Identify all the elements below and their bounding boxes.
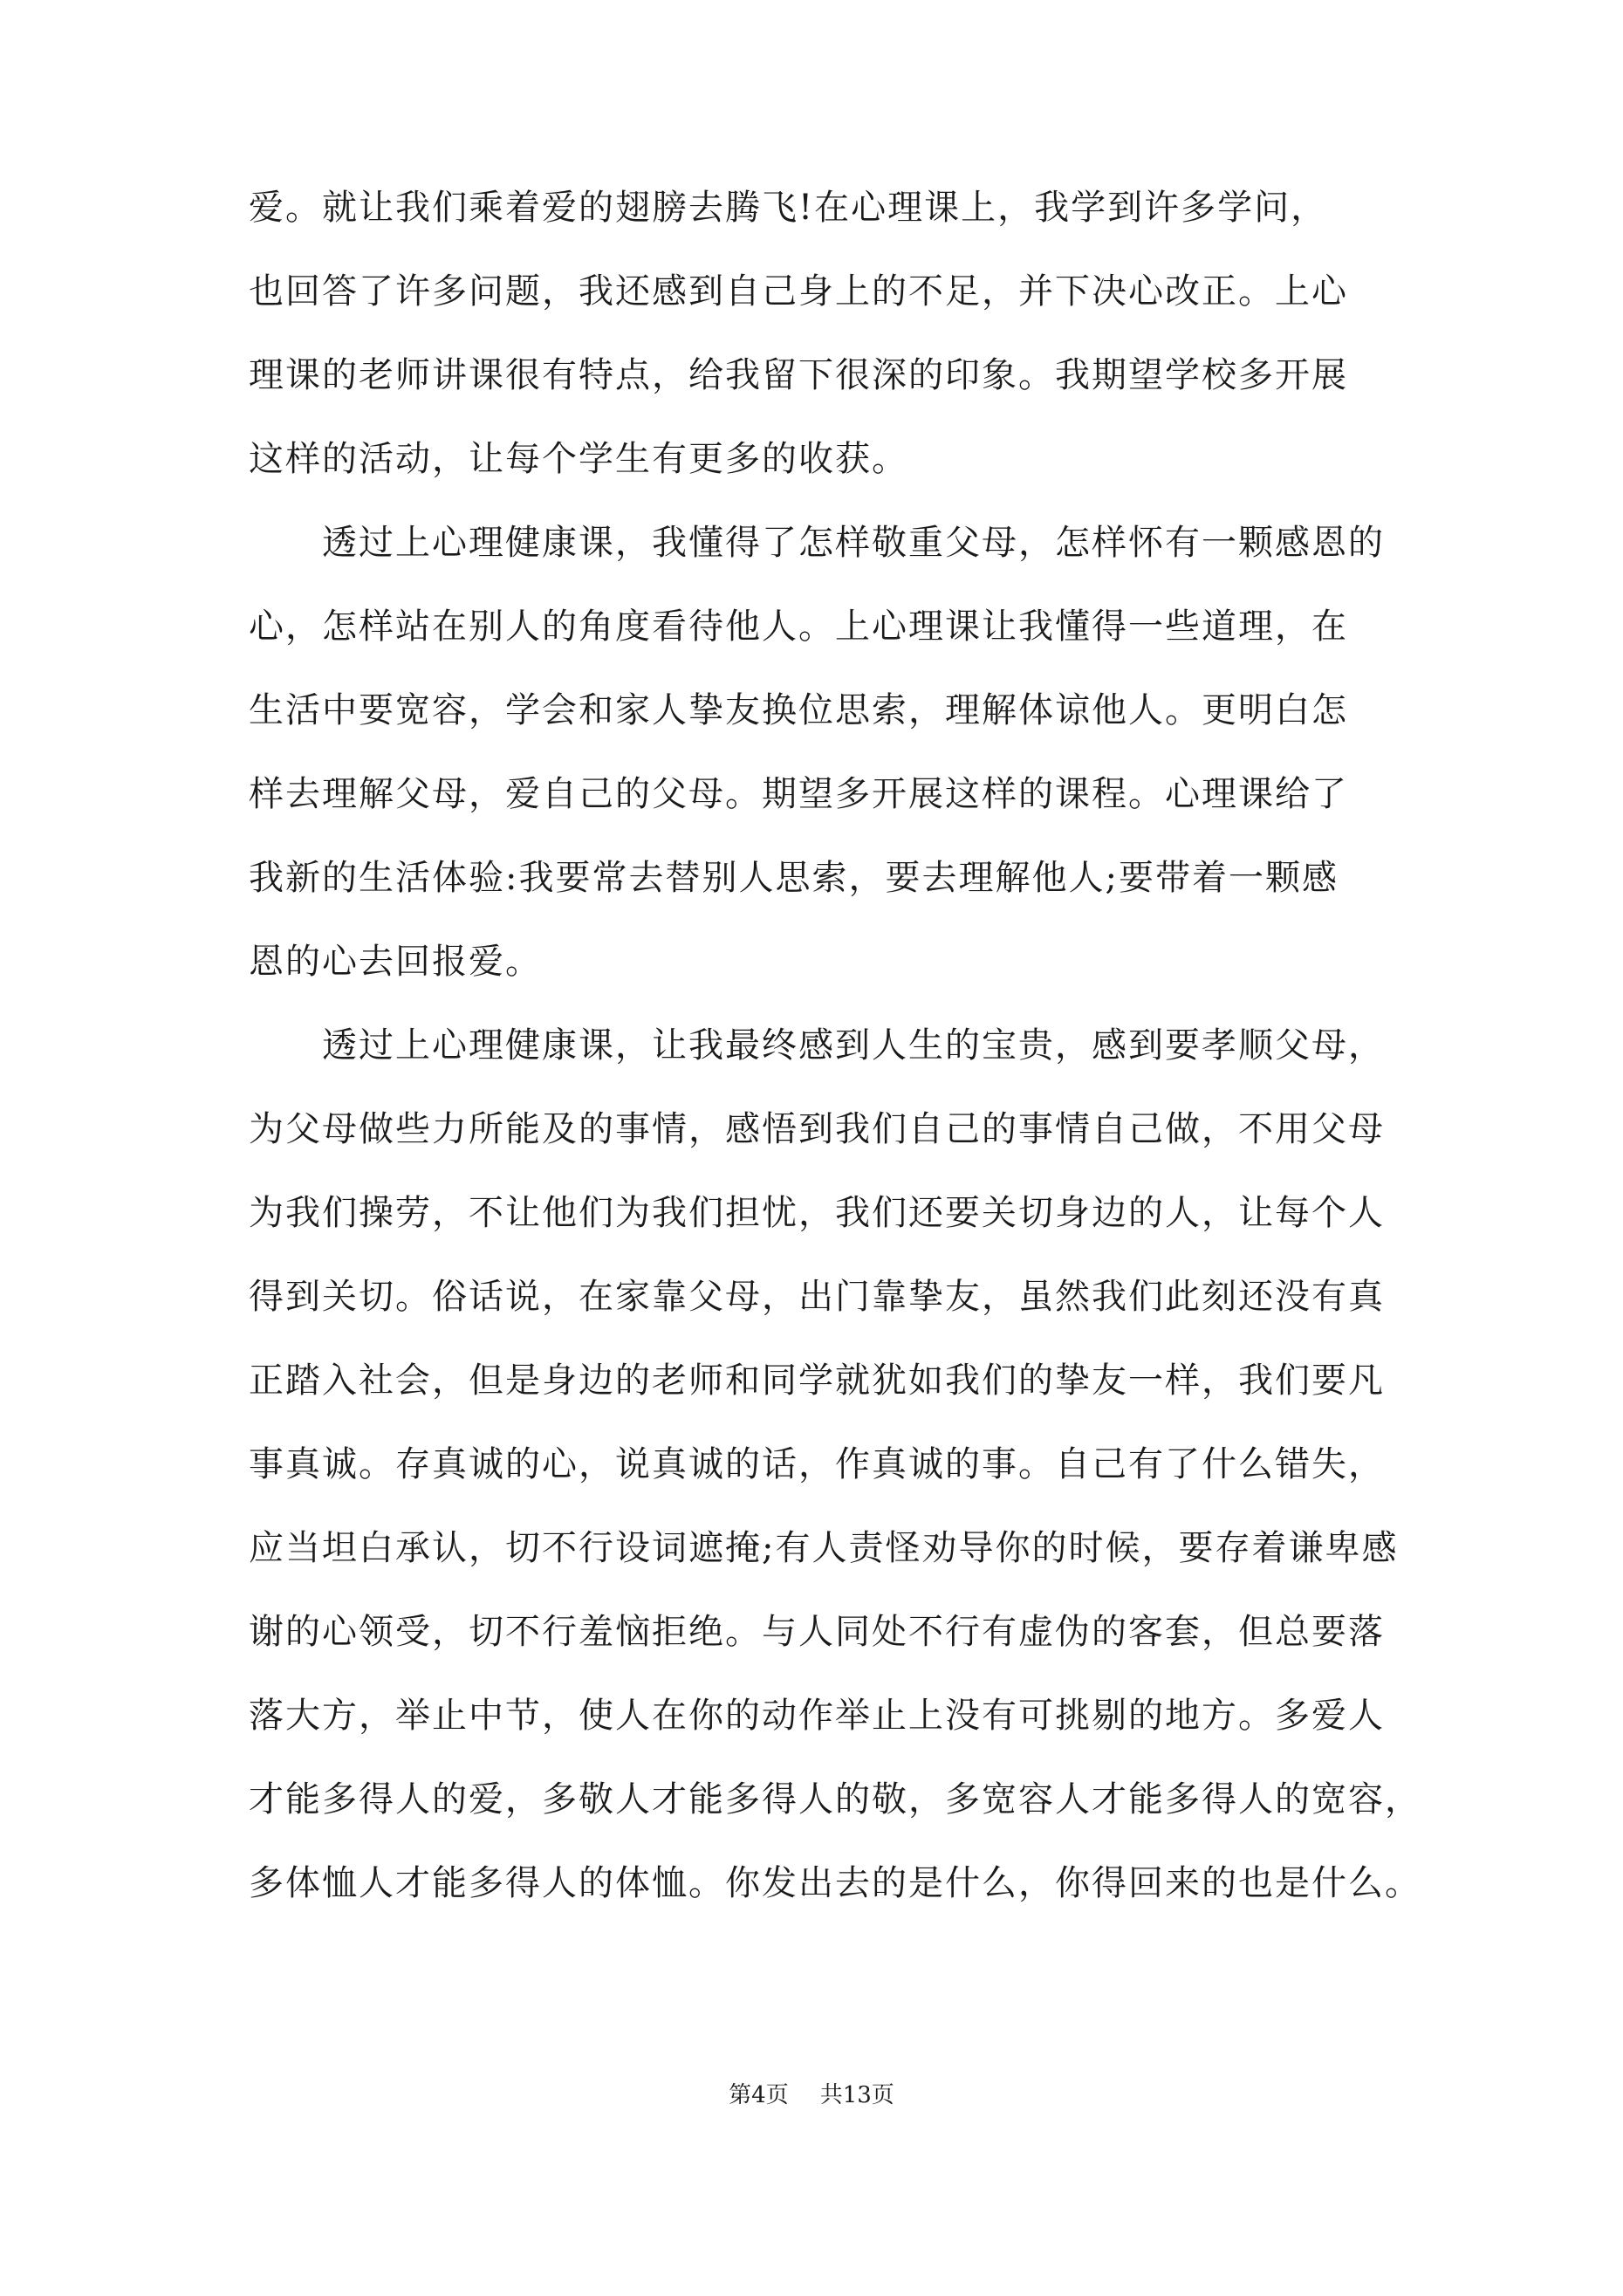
paragraph-line: 也回答了许多问题，我还感到自己身上的不足，并下决心改正。上心 — [249, 271, 1348, 312]
paragraph-line: 落大方，举止中节，使人在你的动作举止上没有可挑剔的地方。多爱人 — [249, 1696, 1385, 1736]
paragraph-line: 透过上心理健康课，我懂得了怎样敬重父母，怎样怀有一颗感恩的 — [322, 523, 1385, 563]
paragraph-line: 应当坦白承认，切不行设词遮掩;有人责怪劝导你的时候，要存着谦卑感 — [249, 1528, 1399, 1568]
paragraph-line: 我新的生活体验:我要常去替别人思索，要去理解他人;要带着一颗感 — [249, 858, 1339, 898]
paragraph-line: 生活中要宽容，学会和家人挚友换位思索，理解体谅他人。更明白怎 — [249, 690, 1348, 730]
paragraph-line: 这样的活动，让每个学生有更多的收获。 — [249, 439, 908, 479]
paragraph-line: 多体恤人才能多得人的体恤。你发出去的是什么，你得回来的也是什么。 — [249, 1863, 1421, 1903]
paragraph-1 — [249, 166, 1418, 501]
paragraph-line: 事真诚。存真诚的心，说真诚的话，作真诚的事。自己有了什么错失， — [249, 1444, 1385, 1484]
paragraph-line: 样去理解父母，爱自己的父母。期望多开展这样的课程。心理课给了 — [249, 774, 1348, 814]
page-footer — [0, 2077, 1623, 2109]
paragraph-line: 才能多得人的爱，多敬人才能多得人的敬，多宽容人才能多得人的宽容， — [249, 1779, 1421, 1820]
paragraph-line: 心，怎样站在别人的角度看待他人。上心理课让我懂得一些道理，在 — [249, 607, 1348, 647]
paragraph-3 — [249, 1004, 1421, 1925]
paragraph-line: 得到关切。俗话说，在家靠父母，出门靠挚友，虽然我们此刻还没有真 — [249, 1277, 1385, 1317]
paragraph-line: 为父母做些力所能及的事情，感悟到我们自己的事情自己做，不用父母 — [249, 1109, 1385, 1149]
paragraph-line: 爱。就让我们乘着爱的翅膀去腾飞!在心理课上，我学到许多学问， — [249, 188, 1328, 228]
paragraph-line: 恩的心去回报爱。 — [249, 942, 542, 982]
paragraph-line: 正踏入社会，但是身边的老师和同学就犹如我们的挚友一样，我们要凡 — [249, 1360, 1385, 1401]
paragraph-line: 谢的心领受，切不行羞恼拒绝。与人同处不行有虚伪的客套，但总要落 — [249, 1612, 1385, 1652]
document-body — [249, 166, 1421, 1925]
page-total: 共13页 — [819, 2082, 894, 2108]
paragraph-line: 理课的老师讲课很有特点，给我留下很深的印象。我期望学校多开展 — [249, 355, 1348, 395]
paragraph-2 — [249, 501, 1418, 1004]
paragraph-line: 为我们操劳，不让他们为我们担忧，我们还要关切身边的人，让每个人 — [249, 1193, 1385, 1233]
page-number: 第4页 — [729, 2082, 789, 2108]
paragraph-line: 透过上心理健康课，让我最终感到人生的宝贵，感到要孝顺父母， — [322, 1025, 1385, 1066]
